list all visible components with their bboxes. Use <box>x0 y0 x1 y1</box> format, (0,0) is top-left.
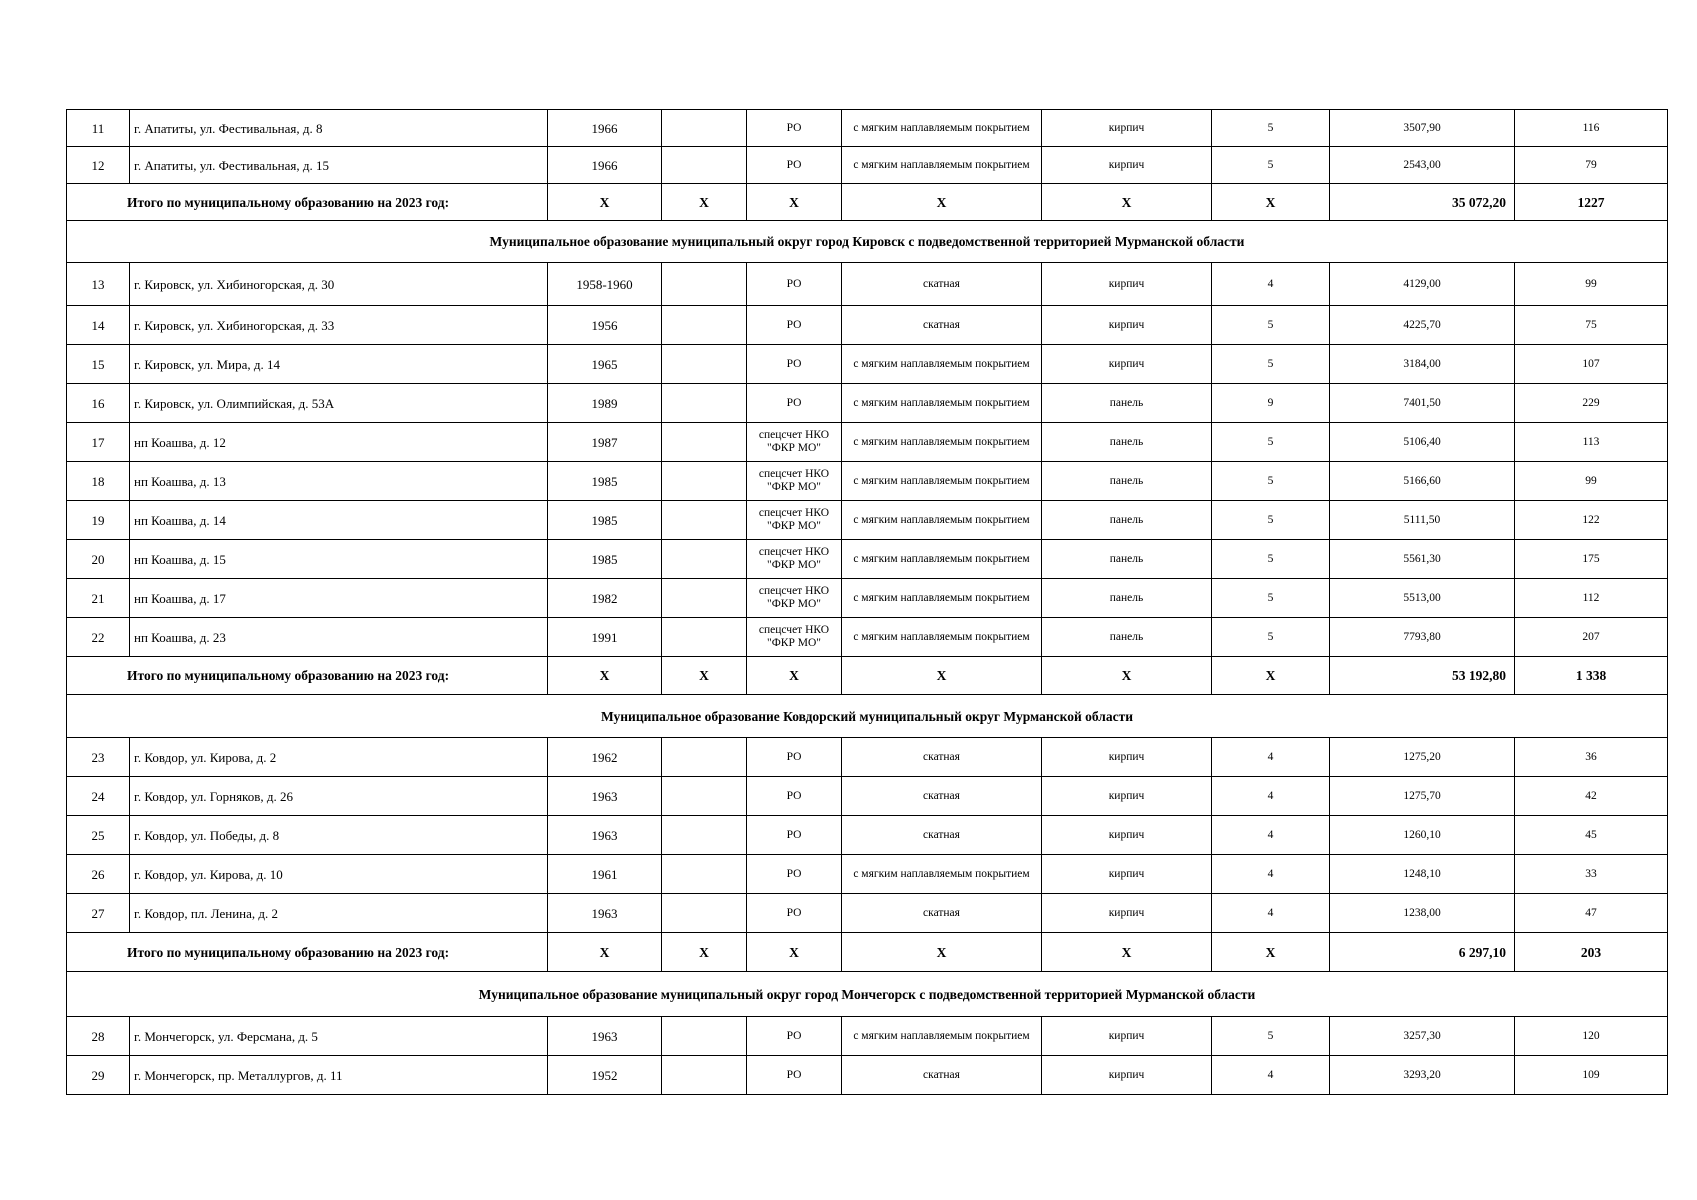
address: нп Коашва, д. 12 <box>130 423 548 462</box>
wall-material: панель <box>1042 462 1212 501</box>
wall-material: кирпич <box>1042 816 1212 855</box>
row-number: 20 <box>67 540 130 579</box>
area: 7401,50 <box>1330 384 1515 423</box>
wall-material: кирпич <box>1042 1056 1212 1095</box>
total-placeholder: Х <box>842 657 1042 695</box>
table-row <box>67 777 1668 816</box>
build-year: 1985 <box>548 540 662 579</box>
build-year: 1956 <box>548 306 662 345</box>
residents: 79 <box>1515 147 1668 184</box>
total-placeholder: Х <box>548 184 662 221</box>
residents: 99 <box>1515 462 1668 501</box>
area: 4225,70 <box>1330 306 1515 345</box>
total-placeholder: Х <box>747 184 842 221</box>
wall-material: панель <box>1042 384 1212 423</box>
total-residents: 1 338 <box>1515 657 1668 695</box>
total-area: 6 297,10 <box>1330 933 1515 972</box>
total-placeholder: Х <box>662 657 747 695</box>
empty-cell <box>662 540 747 579</box>
residents: 36 <box>1515 738 1668 777</box>
roof-type: с мягким наплавляемым покрытием <box>842 579 1042 618</box>
table-row <box>67 816 1668 855</box>
residents: 113 <box>1515 423 1668 462</box>
residents: 207 <box>1515 618 1668 657</box>
roof-type: с мягким наплавляемым покрытием <box>842 384 1042 423</box>
table-row <box>67 110 1668 147</box>
floors: 4 <box>1212 738 1330 777</box>
roof-type: с мягким наплавляемым покрытием <box>842 618 1042 657</box>
fund-method: РО <box>747 345 842 384</box>
total-row <box>67 184 1668 221</box>
area: 1275,70 <box>1330 777 1515 816</box>
empty-cell <box>662 501 747 540</box>
wall-material: кирпич <box>1042 894 1212 933</box>
area: 3184,00 <box>1330 345 1515 384</box>
row-number: 23 <box>67 738 130 777</box>
residents: 109 <box>1515 1056 1668 1095</box>
table-row <box>67 345 1668 384</box>
build-year: 1961 <box>548 855 662 894</box>
row-number: 29 <box>67 1056 130 1095</box>
empty-cell <box>662 263 747 306</box>
fund-method: РО <box>747 777 842 816</box>
row-number: 26 <box>67 855 130 894</box>
wall-material: панель <box>1042 501 1212 540</box>
table-row <box>67 306 1668 345</box>
roof-type: скатная <box>842 738 1042 777</box>
total-row <box>67 657 1668 695</box>
floors: 5 <box>1212 579 1330 618</box>
residents: 45 <box>1515 816 1668 855</box>
table-row <box>67 263 1668 306</box>
residents: 99 <box>1515 263 1668 306</box>
floors: 4 <box>1212 816 1330 855</box>
wall-material: панель <box>1042 579 1212 618</box>
floors: 5 <box>1212 306 1330 345</box>
wall-material: кирпич <box>1042 147 1212 184</box>
build-year: 1966 <box>548 110 662 147</box>
table-row <box>67 147 1668 184</box>
build-year: 1958-1960 <box>548 263 662 306</box>
empty-cell <box>662 1017 747 1056</box>
wall-material: кирпич <box>1042 1017 1212 1056</box>
empty-cell <box>662 306 747 345</box>
address: нп Коашва, д. 23 <box>130 618 548 657</box>
area: 3257,30 <box>1330 1017 1515 1056</box>
fund-method: РО <box>747 384 842 423</box>
area: 1238,00 <box>1330 894 1515 933</box>
address: г. Ковдор, ул. Победы, д. 8 <box>130 816 548 855</box>
row-number: 19 <box>67 501 130 540</box>
residents: 116 <box>1515 110 1668 147</box>
address: г. Кировск, ул. Олимпийская, д. 53А <box>130 384 548 423</box>
address: нп Коашва, д. 17 <box>130 579 548 618</box>
table-row <box>67 618 1668 657</box>
roof-type: с мягким наплавляемым покрытием <box>842 147 1042 184</box>
roof-type: с мягким наплавляемым покрытием <box>842 855 1042 894</box>
wall-material: панель <box>1042 423 1212 462</box>
table-row <box>67 738 1668 777</box>
total-residents: 203 <box>1515 933 1668 972</box>
section-header-row <box>67 695 1668 738</box>
fund-method: РО <box>747 306 842 345</box>
floors: 4 <box>1212 263 1330 306</box>
housing-repair-table <box>66 109 1668 1095</box>
build-year: 1963 <box>548 1017 662 1056</box>
address: г. Мончегорск, пр. Металлургов, д. 11 <box>130 1056 548 1095</box>
total-row <box>67 933 1668 972</box>
floors: 4 <box>1212 855 1330 894</box>
build-year: 1963 <box>548 816 662 855</box>
empty-cell <box>662 855 747 894</box>
address: нп Коашва, д. 14 <box>130 501 548 540</box>
row-number: 16 <box>67 384 130 423</box>
roof-type: скатная <box>842 777 1042 816</box>
table-row <box>67 894 1668 933</box>
row-number: 17 <box>67 423 130 462</box>
area: 5166,60 <box>1330 462 1515 501</box>
empty-cell <box>662 345 747 384</box>
area: 5513,00 <box>1330 579 1515 618</box>
table-row <box>67 540 1668 579</box>
total-area: 53 192,80 <box>1330 657 1515 695</box>
address: г. Апатиты, ул. Фестивальная, д. 15 <box>130 147 548 184</box>
address: г. Мончегорск, ул. Ферсмана, д. 5 <box>130 1017 548 1056</box>
fund-method: спецсчет НКО "ФКР МО" <box>747 579 842 618</box>
roof-type: скатная <box>842 894 1042 933</box>
address: г. Ковдор, ул. Кирова, д. 10 <box>130 855 548 894</box>
section-header-row <box>67 221 1668 263</box>
build-year: 1985 <box>548 462 662 501</box>
area: 1248,10 <box>1330 855 1515 894</box>
row-number: 18 <box>67 462 130 501</box>
residents: 107 <box>1515 345 1668 384</box>
wall-material: панель <box>1042 540 1212 579</box>
empty-cell <box>662 423 747 462</box>
empty-cell <box>662 618 747 657</box>
fund-method: спецсчет НКО "ФКР МО" <box>747 618 842 657</box>
total-placeholder: Х <box>548 933 662 972</box>
build-year: 1963 <box>548 894 662 933</box>
area: 3507,90 <box>1330 110 1515 147</box>
total-placeholder: Х <box>842 933 1042 972</box>
row-number: 11 <box>67 110 130 147</box>
empty-cell <box>662 738 747 777</box>
build-year: 1963 <box>548 777 662 816</box>
address: г. Ковдор, ул. Горняков, д. 26 <box>130 777 548 816</box>
empty-cell <box>662 384 747 423</box>
floors: 5 <box>1212 147 1330 184</box>
residents: 75 <box>1515 306 1668 345</box>
empty-cell <box>662 110 747 147</box>
fund-method: РО <box>747 855 842 894</box>
wall-material: кирпич <box>1042 263 1212 306</box>
fund-method: спецсчет НКО "ФКР МО" <box>747 501 842 540</box>
wall-material: панель <box>1042 618 1212 657</box>
residents: 112 <box>1515 579 1668 618</box>
fund-method: РО <box>747 110 842 147</box>
roof-type: с мягким наплавляемым покрытием <box>842 501 1042 540</box>
total-placeholder: Х <box>548 657 662 695</box>
table-row <box>67 462 1668 501</box>
wall-material: кирпич <box>1042 345 1212 384</box>
roof-type: с мягким наплавляемым покрытием <box>842 423 1042 462</box>
roof-type: с мягким наплавляемым покрытием <box>842 110 1042 147</box>
total-placeholder: Х <box>1042 657 1212 695</box>
floors: 4 <box>1212 1056 1330 1095</box>
total-placeholder: Х <box>1212 933 1330 972</box>
fund-method: спецсчет НКО "ФКР МО" <box>747 540 842 579</box>
residents: 42 <box>1515 777 1668 816</box>
row-number: 22 <box>67 618 130 657</box>
empty-cell <box>662 816 747 855</box>
fund-method: РО <box>747 816 842 855</box>
row-number: 21 <box>67 579 130 618</box>
floors: 5 <box>1212 110 1330 147</box>
wall-material: кирпич <box>1042 777 1212 816</box>
total-area: 35 072,20 <box>1330 184 1515 221</box>
empty-cell <box>662 1056 747 1095</box>
build-year: 1987 <box>548 423 662 462</box>
floors: 5 <box>1212 618 1330 657</box>
build-year: 1952 <box>548 1056 662 1095</box>
residents: 47 <box>1515 894 1668 933</box>
row-number: 24 <box>67 777 130 816</box>
residents: 122 <box>1515 501 1668 540</box>
row-number: 28 <box>67 1017 130 1056</box>
floors: 5 <box>1212 501 1330 540</box>
area: 1275,20 <box>1330 738 1515 777</box>
address: г. Кировск, ул. Мира, д. 14 <box>130 345 548 384</box>
fund-method: РО <box>747 263 842 306</box>
floors: 5 <box>1212 345 1330 384</box>
total-placeholder: Х <box>1042 184 1212 221</box>
address: г. Апатиты, ул. Фестивальная, д. 8 <box>130 110 548 147</box>
row-number: 12 <box>67 147 130 184</box>
build-year: 1985 <box>548 501 662 540</box>
table-row <box>67 501 1668 540</box>
row-number: 25 <box>67 816 130 855</box>
roof-type: скатная <box>842 1056 1042 1095</box>
table-row <box>67 579 1668 618</box>
empty-cell <box>662 777 747 816</box>
address: г. Ковдор, ул. Кирова, д. 2 <box>130 738 548 777</box>
address: нп Коашва, д. 15 <box>130 540 548 579</box>
total-placeholder: Х <box>842 184 1042 221</box>
area: 5561,30 <box>1330 540 1515 579</box>
build-year: 1962 <box>548 738 662 777</box>
table-row <box>67 1017 1668 1056</box>
total-placeholder: Х <box>747 933 842 972</box>
table-row <box>67 423 1668 462</box>
address: нп Коашва, д. 13 <box>130 462 548 501</box>
area: 4129,00 <box>1330 263 1515 306</box>
roof-type: скатная <box>842 816 1042 855</box>
wall-material: кирпич <box>1042 738 1212 777</box>
area: 7793,80 <box>1330 618 1515 657</box>
row-number: 13 <box>67 263 130 306</box>
floors: 9 <box>1212 384 1330 423</box>
fund-method: РО <box>747 1056 842 1095</box>
floors: 5 <box>1212 1017 1330 1056</box>
table-row <box>67 384 1668 423</box>
floors: 5 <box>1212 462 1330 501</box>
section-header-row <box>67 972 1668 1017</box>
fund-method: спецсчет НКО "ФКР МО" <box>747 423 842 462</box>
total-placeholder: Х <box>747 657 842 695</box>
build-year: 1991 <box>548 618 662 657</box>
table-row <box>67 1056 1668 1095</box>
total-placeholder: Х <box>1042 933 1212 972</box>
empty-cell <box>662 894 747 933</box>
total-placeholder: Х <box>662 184 747 221</box>
empty-cell <box>662 147 747 184</box>
fund-method: РО <box>747 1017 842 1056</box>
area: 3293,20 <box>1330 1056 1515 1095</box>
residents: 120 <box>1515 1017 1668 1056</box>
fund-method: РО <box>747 894 842 933</box>
municipality-title: Муниципальное образование муниципальный округ город Мончегорск с подведомственной территорией Мурманской области <box>67 972 1668 1017</box>
area: 5106,40 <box>1330 423 1515 462</box>
municipality-title: Муниципальное образование Ковдорский муниципальный округ Мурманской области <box>67 695 1668 738</box>
roof-type: с мягким наплавляемым покрытием <box>842 1017 1042 1056</box>
wall-material: кирпич <box>1042 110 1212 147</box>
total-placeholder: Х <box>1212 184 1330 221</box>
build-year: 1965 <box>548 345 662 384</box>
roof-type: с мягким наплавляемым покрытием <box>842 345 1042 384</box>
residents: 175 <box>1515 540 1668 579</box>
total-placeholder: Х <box>1212 657 1330 695</box>
build-year: 1966 <box>548 147 662 184</box>
residents: 33 <box>1515 855 1668 894</box>
table-row <box>67 855 1668 894</box>
total-placeholder: Х <box>662 933 747 972</box>
fund-method: РО <box>747 738 842 777</box>
row-number: 27 <box>67 894 130 933</box>
total-label: Итого по муниципальному образованию на 2023 год: <box>67 657 548 695</box>
floors: 5 <box>1212 423 1330 462</box>
area: 5111,50 <box>1330 501 1515 540</box>
row-number: 14 <box>67 306 130 345</box>
fund-method: РО <box>747 147 842 184</box>
address: г. Кировск, ул. Хибиногорская, д. 33 <box>130 306 548 345</box>
floors: 5 <box>1212 540 1330 579</box>
build-year: 1989 <box>548 384 662 423</box>
roof-type: скатная <box>842 263 1042 306</box>
roof-type: скатная <box>842 306 1042 345</box>
fund-method: спецсчет НКО "ФКР МО" <box>747 462 842 501</box>
address: г. Ковдор, пл. Ленина, д. 2 <box>130 894 548 933</box>
address: г. Кировск, ул. Хибиногорская, д. 30 <box>130 263 548 306</box>
table-body <box>67 110 1668 1095</box>
residents: 229 <box>1515 384 1668 423</box>
total-label: Итого по муниципальному образованию на 2023 год: <box>67 184 548 221</box>
wall-material: кирпич <box>1042 306 1212 345</box>
municipality-title: Муниципальное образование муниципальный округ город Кировск с подведомственной территорией Мурманской области <box>67 221 1668 263</box>
floors: 4 <box>1212 777 1330 816</box>
total-residents: 1227 <box>1515 184 1668 221</box>
roof-type: с мягким наплавляемым покрытием <box>842 462 1042 501</box>
roof-type: с мягким наплавляемым покрытием <box>842 540 1042 579</box>
floors: 4 <box>1212 894 1330 933</box>
build-year: 1982 <box>548 579 662 618</box>
wall-material: кирпич <box>1042 855 1212 894</box>
area: 1260,10 <box>1330 816 1515 855</box>
area: 2543,00 <box>1330 147 1515 184</box>
row-number: 15 <box>67 345 130 384</box>
total-label: Итого по муниципальному образованию на 2023 год: <box>67 933 548 972</box>
empty-cell <box>662 462 747 501</box>
empty-cell <box>662 579 747 618</box>
